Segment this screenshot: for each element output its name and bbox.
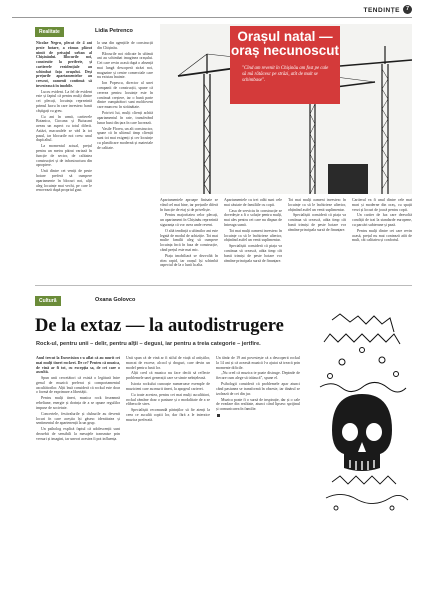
article2-title: De la extaz — la autodistrugere xyxy=(35,316,284,336)
article1-paragraph: Pentru majoritatea celor plecați, un apartament în Chișinău reprezintă siguranța că vor avea unde reveni. xyxy=(160,213,218,227)
article1-title-line2: oraș necunoscut xyxy=(230,43,340,58)
article1-paragraph: Lucru evident. La fel de evident este și faptul că pentru mulți dintre cei plecați, locuința reprezintă primul lucru în care investesc banii câștigați cu greu. xyxy=(36,89,92,113)
article1-paragraph: Ion Popescu, director al unei companii de construcții, spune că cererea pentru locuințe este în continuă creștere, iar o bună parte dintre cumpărători sunt moldoveni care muncesc în străinătate. xyxy=(97,81,153,110)
article1-paragraph: Pentru mulți dintre cei care revin acasă, prețul nu mai contează atât de mult, cât calitatea și confortul. xyxy=(352,228,412,243)
cranes-photo xyxy=(160,24,412,194)
article1-lead: Nicolae Negru, plecat de 4 ani peste hotare, a rămas plăcut uimit de peisajul urban al Chișinăului. Blocurile noi, construite la periferie, și cartierele rezidențiale au schimbat fața orașului. Deși prețurile apartamentelor au crescut, oamenii continuă să investească în imobile. xyxy=(36,41,92,88)
article1-paragraph: Un cartier de lux care dezvoltă condiții de trai la standarde europene, cu parcări subterane și pază. xyxy=(352,213,412,227)
article2-subtitle: Rock-ul, pentru unii – delir, pentru alții – degusi, iar pentru a treia categorie – jertfire. xyxy=(36,341,261,347)
author-byline-2: Oxana Golovco xyxy=(95,297,136,303)
article1-column-5 xyxy=(288,198,346,276)
article1-paragraph: Tot mai mulți oameni investesc în locuințe ca să le închirieze ulterior, obținând astfel un venit suplimentar. xyxy=(288,198,346,212)
article1-paragraph: Piața imobiliară se dezvoltă în ritm rapid, iar orașul își schimbă aspectul de la o lună la alta. xyxy=(160,253,218,268)
article1-paragraph: Tot mai mulți oameni investesc în locuințe ca să le închirieze ulterior, obținând astfel un venit suplimentar. xyxy=(224,228,282,243)
end-mark-icon xyxy=(217,414,220,417)
article1-paragraph: La momentul actual, prețul pentru un metru pătrat variază în funcție de sector, de calitatea construcției și de infrastructura din apropiere. xyxy=(36,144,92,168)
article1-paragraph: Casa de serviciu în construcție se dovedește a fi o soluție pentru mulți, mai ales pentru cei care nu dispun de întreaga sumă. xyxy=(224,208,282,227)
article2-paragraph: Concertele, festivalurile și cluburile au devenit locuri în care aceștia își găsesc identitatea și sentimentul de apartenență la un grup. xyxy=(36,411,120,426)
article1-column-1 xyxy=(36,41,92,281)
article2-paragraph: Unii spun că de vină ar fi stilul de viață al artiștilor, marcat de excese, alcool și droguri, care devin un model pentru fanii lor. xyxy=(126,356,210,370)
article1-paragraph: Apartamentele aproape finisate se vând cel mai bine, iar prețurile diferă în funcție de etaj și de priveliște. xyxy=(160,198,218,212)
article2-column-2 xyxy=(126,356,210,584)
article2-paragraph: Un tânăr de 19 ani povestește că a descoperit rockul la 14 ani și că această muzică l-a ajutat să treacă prin momente dificile. xyxy=(216,356,300,370)
article1-paragraph: Cu ani în urmă, cartierele Botanica, Ciocana și Buiucani aveau un aspect cu totul diferit. Astăzi, macaralele se văd la tot pasul, iar blocurile noi cresc unul după altul. xyxy=(36,114,92,143)
page-number: 7 xyxy=(403,5,412,14)
article1-paragraph: la una din agențiile de construcții din Chișinău. xyxy=(97,41,153,50)
section-title: TENDINȚE xyxy=(363,7,400,14)
article2-lead: Anul trecut la Eurovision s-a aflat că au murit cei mai mulți tineri rockeri. De ce? Pentru că muzica, de vină ar fi tot, cu excepția sa, de cei care o ascultă. xyxy=(36,356,120,375)
article1-paragraph: O altă tendință a ultimilor ani este legată de modul de achiziție. Tot mai multe familii aleg să cumpere locuința încă în faza de construcție, când prețul este mai mic. xyxy=(160,228,218,252)
article2-paragraph: Muzica poate fi o sursă de inspirație, dar și o cale de evadare din realitate, atunci când lipsesc sprijinul și comunicarea în familie. xyxy=(216,397,300,412)
article2-paragraph: Istoria rockului cunoaște numeroase exemple de muzicieni care au murit tineri, la apogeul carierei. xyxy=(126,382,210,391)
article1-paragraph: Vasile Florea, un alt constructor, spune că în ultimul timp clienții sunt tot mai exigenți și cer locuințe cu planificare modernă și materiale de calitate. xyxy=(97,126,153,150)
article1-column-4 xyxy=(224,198,282,276)
article2-paragraph: Alții cred că muzica nu face decât să reflecte problemele unei generații care se simte neînțeleasă. xyxy=(126,371,210,381)
header-rule xyxy=(12,17,412,18)
author-byline: Lidia Petrenco xyxy=(95,28,133,34)
article1-paragraph: Apartamentele cu trei odăi sunt cele mai căutate de familiile cu copii. xyxy=(224,198,282,207)
article1-paragraph: Specialiștii consideră că piața va continua să crească, atâta timp cât banii trimiși de peste hotare vor rămâne principala sursă de finanțare. xyxy=(288,213,346,232)
article2-paragraph: Specialiștii recomandă părinților să fie atenți la ceea ce ascultă copiii lor, dar fără a le interzice muzica preferată. xyxy=(126,408,210,422)
section-tag-cultura: Cultură xyxy=(35,296,61,306)
article1-column-2 xyxy=(97,41,153,281)
article1-quote: "Cînd am revenit în Chișinău am fost pe cale să mă rătăcesc pe străzi, atît de mult se schimbase". xyxy=(242,66,329,83)
article1-paragraph: Potrivit lui, mulți clienți achită apartamentul în rate, transferând lunar bani din țara în care lucrează. xyxy=(97,111,153,125)
article1-paragraph: Specialiștii consideră că piața va continua să crească, atâta timp cât banii trimiși de peste hotare vor rămâne principala sursă de finanțare. xyxy=(224,244,282,263)
article2-paragraph: Pentru mulți tineri, muzica rock înseamnă rebeliune, energie și dorința de a se opune regulilor impuse de societate. xyxy=(36,396,120,410)
section-tag-realitate: Realitate xyxy=(35,27,64,37)
article1-paragraph: Cartierul va fi unul dintre cele mai mari și moderne din oraș, cu spații verzi și locuri de joacă pentru copii. xyxy=(352,198,412,212)
skull-illustration xyxy=(312,312,412,512)
article1-title xyxy=(230,30,340,58)
article2-column-1 xyxy=(36,356,120,584)
article2-paragraph: Un psiholog explică faptul că adolescenții sunt deosebit de sensibili la mesajele transmise prin versuri și imagini, iar uneori acestea îi pot influența. xyxy=(36,427,120,441)
skull-icon xyxy=(312,312,412,512)
article2-paragraph: Spun unii cercetători că există o legătură între genul de muzică preferat și comportamentul ascultătorilor. Alții însă consideră că rockul este doar o formă de exprimare a libertății. xyxy=(36,376,120,395)
article1-paragraph: Blocurile noi ridicate în ultimii ani au schimbat imaginea orașului. Cei care revin acasă după o absență mai lungă descoperă străzi noi, magazine și centre comerciale care nu existau înainte. xyxy=(97,51,153,80)
article2-column-3 xyxy=(216,356,300,584)
article1-column-3 xyxy=(160,198,218,276)
article1-paragraph: Unii dintre cei veniți de peste hotare preferă să cumpere apartamente în blocuri noi, alții aleg locuințe mai vechi, pe care le renovează după propriul gust. xyxy=(36,169,92,193)
article2-paragraph: Psihologii consideră că problemele apar atunci când pasiunea se transformă în obsesie, iar tânărul se izolează de cei din jur. xyxy=(216,382,300,396)
article-divider xyxy=(35,285,412,286)
article1-column-6 xyxy=(352,198,412,276)
article1-title-line1: Orașul natal — xyxy=(237,29,333,44)
article2-paragraph: „Nu cred că muzica te poate distruge. Depinde de fiecare cum alege să trăiască”, spune el. xyxy=(216,371,300,381)
article2-paragraph: Cu toate acestea, pentru cei mai mulți ascultători, rockul rămâne doar o pasiune și o modalitate de a se elibera de stres. xyxy=(126,392,210,407)
